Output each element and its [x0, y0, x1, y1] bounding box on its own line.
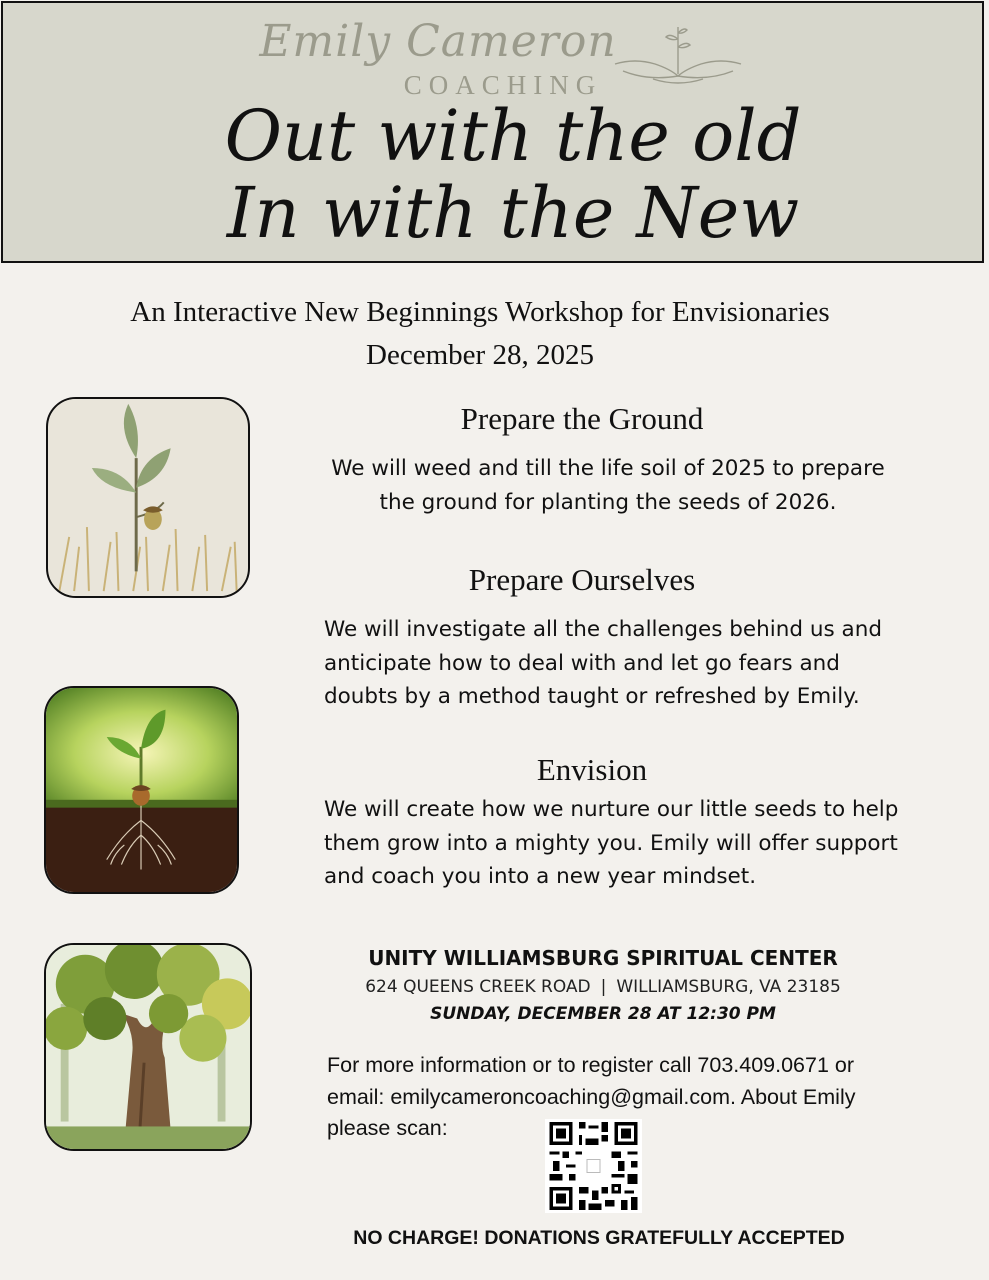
workshop-date: December 28, 2025: [366, 339, 594, 371]
brand-subtitle: COACHING: [403, 70, 603, 100]
venue-street: 624 QUEENS CREEK ROAD: [365, 977, 591, 997]
sprouting-acorn-illustration-icon: [46, 688, 237, 892]
oak-sapling-illustration-icon: [48, 399, 248, 596]
workshop-subtitle: An Interactive New Beginnings Workshop for Envisionaries: [130, 296, 830, 328]
headline-line-2: In with the New: [226, 172, 800, 254]
venue-address: [320, 974, 886, 1000]
event-time: SUNDAY, DECEMBER 28 AT 12:30 PM: [430, 1004, 776, 1024]
header-banner: [1, 1, 984, 263]
headline-line-1: Out with the old: [224, 95, 802, 177]
address-separator: |: [600, 977, 607, 997]
oak-tree-illustration-icon: [46, 945, 250, 1149]
sprouting-acorn-image: [44, 686, 239, 894]
hands-sprout-logo-icon: [613, 19, 743, 89]
venue-city: WILLIAMSBURG, VA 23185: [616, 977, 841, 997]
section-title-envision: Envision: [536, 752, 648, 787]
qr-code-icon[interactable]: [545, 1119, 642, 1213]
section-body-prepare-ourselves: We will investigate all the challenges behind us and anticipate how to deal with and let go fears and doubts by a method taught or refreshed by Emily.: [324, 617, 882, 709]
venue-name: UNITY WILLIAMSBURG SPIRITUAL CENTER: [368, 946, 838, 970]
donation-note: NO CHARGE! DONATIONS GRATEFULLY ACCEPTED: [353, 1227, 845, 1249]
section-title-prepare-ourselves: Prepare Ourselves: [468, 562, 696, 597]
brand-name: Emily Cameron: [259, 16, 617, 67]
section-title-prepare-ground: Prepare the Ground: [460, 401, 704, 436]
section-body-prepare-ground: We will weed and till the life soil of 2025 to prepare the ground for planting the seeds of 2026.: [331, 456, 885, 515]
contact-info: For more information or to register call 703.409.0671 or email: emilycameroncoaching@gmail.com. About Emily please scan:: [327, 1053, 856, 1140]
oak-sapling-image: [46, 397, 250, 598]
section-body-envision: We will create how we nurture our little seeds to help them grow into a mighty you. Emily will offer support and coach you into a new year mindset.: [324, 797, 899, 889]
oak-tree-image: [44, 943, 252, 1151]
